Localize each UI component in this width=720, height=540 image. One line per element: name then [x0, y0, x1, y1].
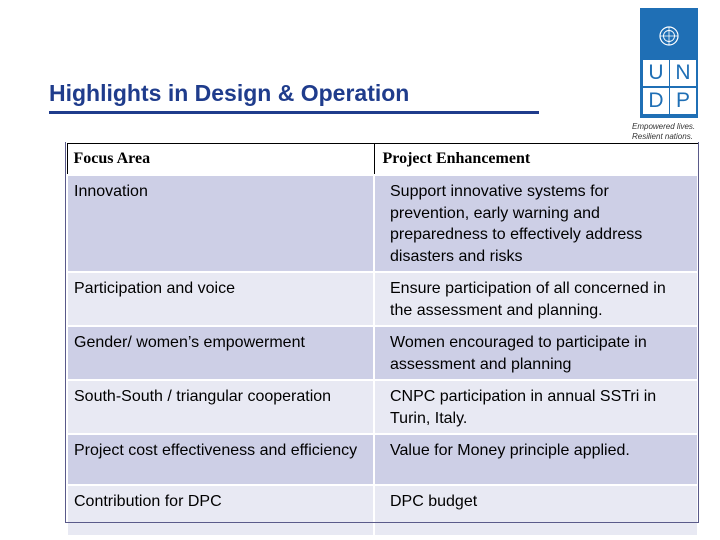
- focus-area-cell: South-South / triangular cooperation: [67, 380, 374, 434]
- highlights-table: [66, 143, 699, 537]
- table-row: [67, 272, 698, 326]
- enhancement-cell: Women encouraged to participate in assessment and planning: [374, 326, 698, 380]
- tagline-line-1: Empowered lives.: [632, 122, 696, 131]
- focus-area-cell: Innovation: [67, 175, 374, 272]
- focus-area-cell: Participation and voice: [67, 272, 374, 326]
- table-row: [67, 434, 698, 485]
- enhancement-cell: Ensure participation of all concerned in the assessment and planning.: [374, 272, 698, 326]
- header-project-enhancement: Project Enhancement: [374, 144, 698, 176]
- enhancement-cell: DPC budget: [374, 485, 698, 536]
- logo-tagline: [632, 122, 712, 142]
- logo-letter-d: D: [643, 88, 669, 114]
- header-focus-area: Focus Area: [67, 144, 374, 176]
- enhancement-cell: CNPC participation in annual SSTri in Turin, Italy.: [374, 380, 698, 434]
- table-row: [67, 326, 698, 380]
- logo-box: [640, 8, 698, 118]
- focus-area-cell: Contribution for DPC: [67, 485, 374, 536]
- title-underline: [49, 111, 539, 114]
- enhancement-cell: Support innovative systems for prevention, early warning and preparedness to effectively address disasters and risks: [374, 175, 698, 272]
- undp-logo: [630, 8, 710, 144]
- enhancement-cell: Value for Money principle applied.: [374, 434, 698, 485]
- table-row: [67, 175, 698, 272]
- un-emblem-icon: [659, 26, 679, 46]
- logo-letter-n: N: [670, 60, 696, 86]
- slide-title: Highlights in Design & Operation: [49, 80, 410, 106]
- table-row: [67, 380, 698, 434]
- focus-area-cell: Project cost effectiveness and efficiency: [67, 434, 374, 485]
- focus-area-cell: Gender/ women’s empowerment: [67, 326, 374, 380]
- table-header-row: [67, 144, 698, 176]
- tagline-line-2: Resilient nations.: [632, 132, 693, 141]
- table-row: [67, 485, 698, 536]
- logo-letter-p: P: [670, 88, 696, 114]
- logo-letter-u: U: [643, 60, 669, 86]
